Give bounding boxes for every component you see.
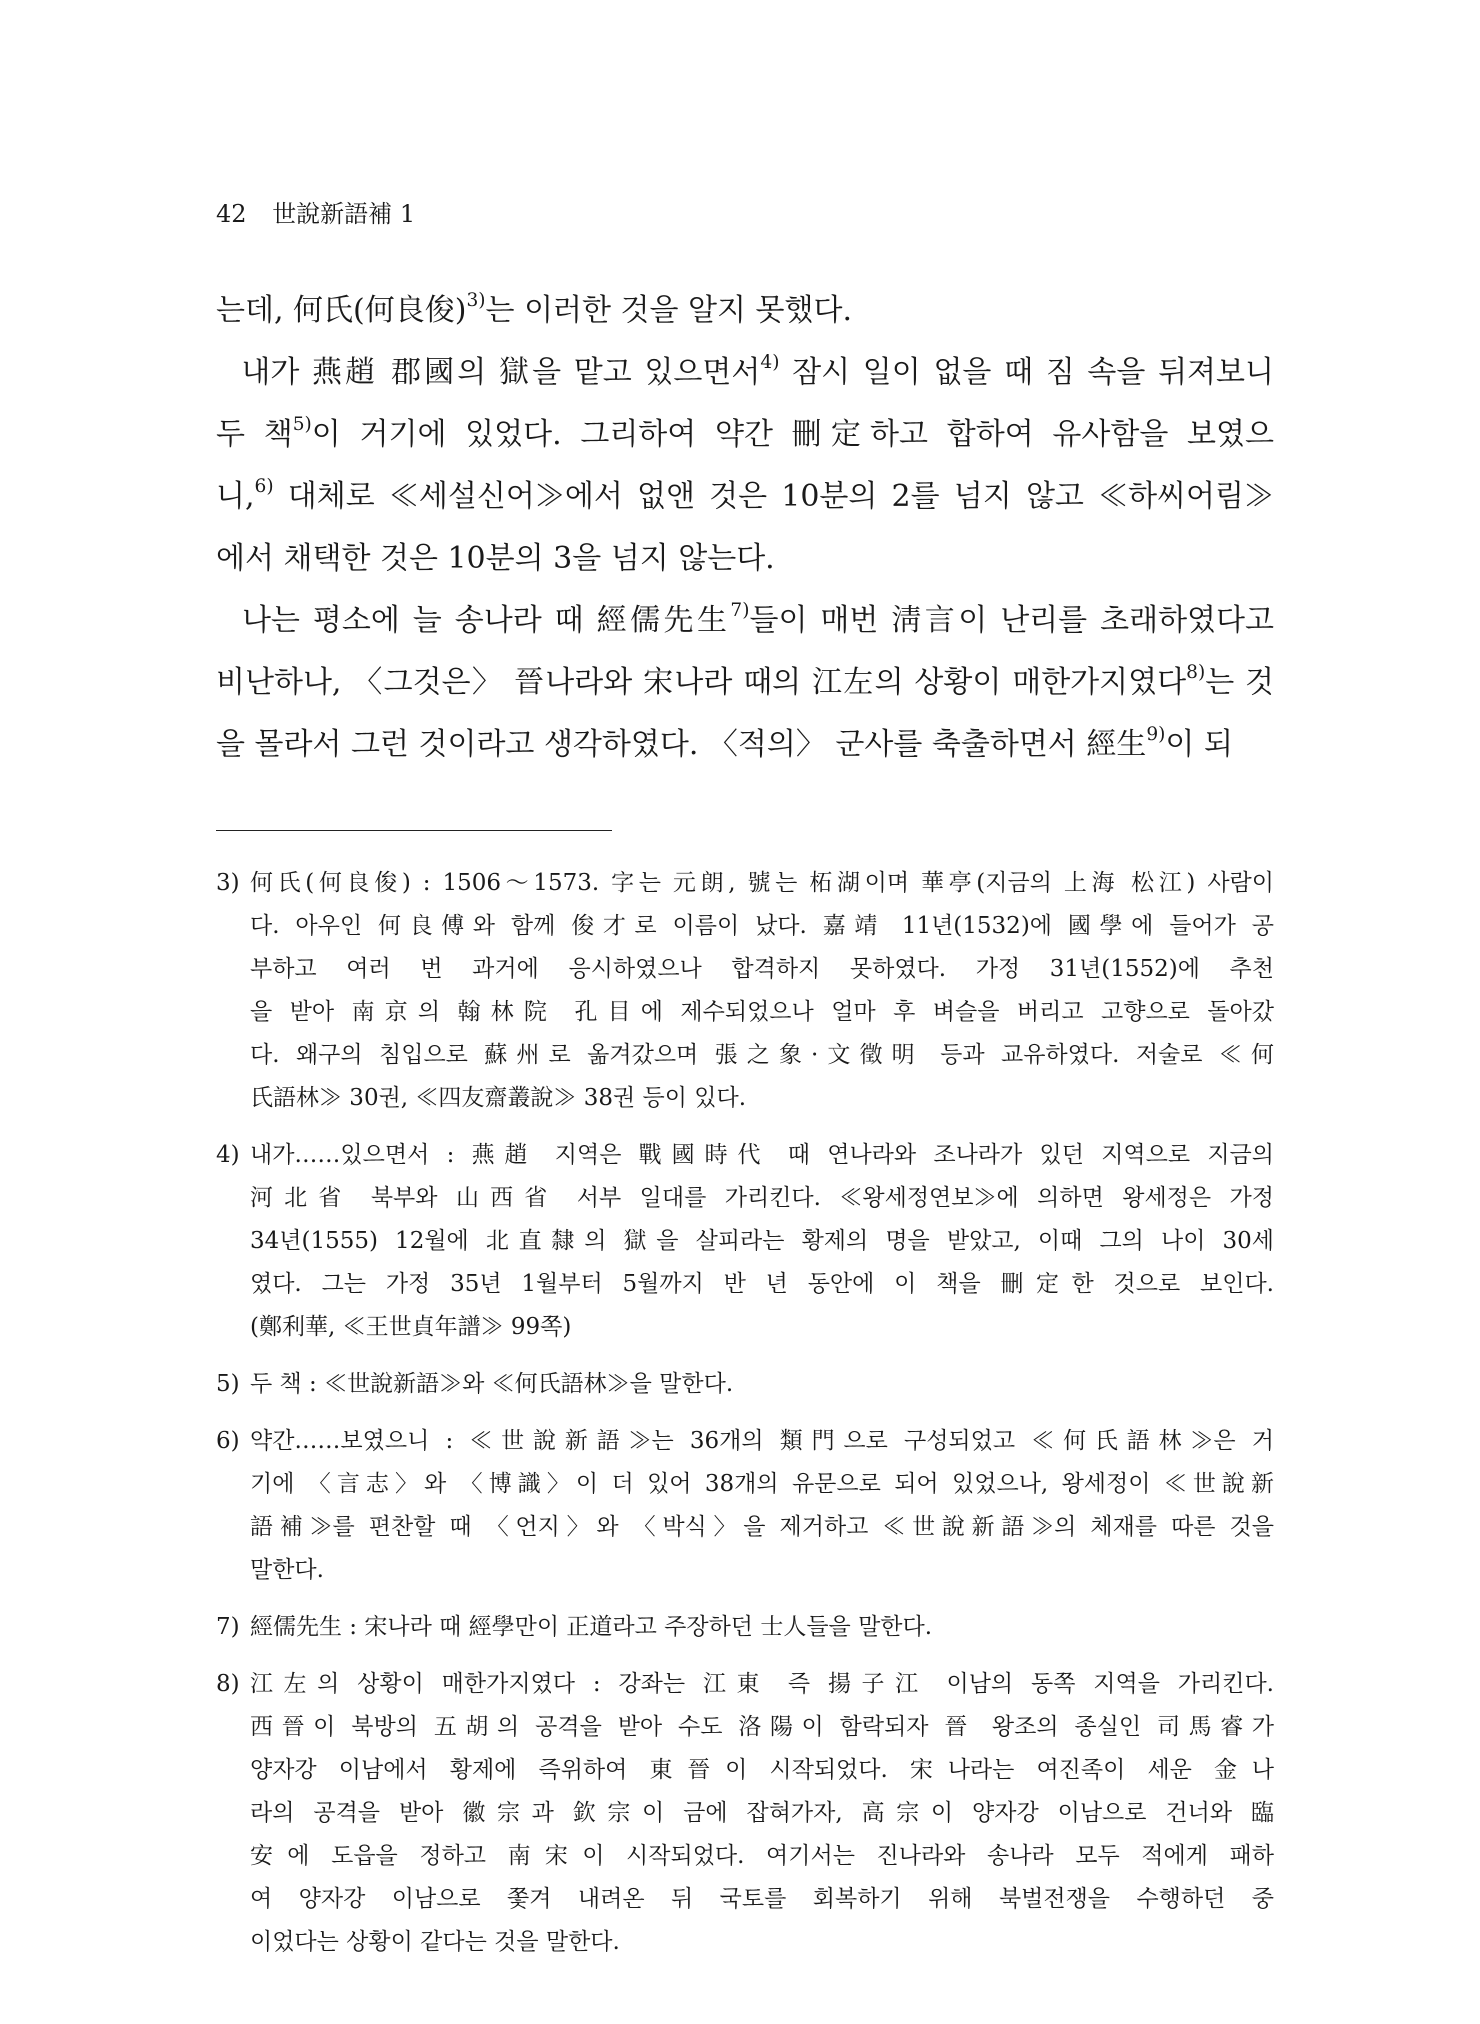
- footnotes: [216, 862, 1274, 1978]
- footnote-line: 내가……있으면서 : 燕趙 지역은 戰國時代 때 연나라와 조나라가 있던 지역으로 지금의: [250, 1142, 1274, 1168]
- footnote-line: 을 받아 南京의 翰林院 孔目에 제수되었으나 얼마 후 벼슬을 버리고 고향으로 돌아갔: [250, 999, 1274, 1025]
- footnote-line: 였다. 그는 가정 35년 1월부터 5월까지 반 년 동안에 이 책을 刪定한 것으로 보인다.: [250, 1271, 1274, 1297]
- body-line: 을 몰라서 그런 것이라고 생각하였다. 〈적의〉 군사를 축출하면서 經生$^{9)}$이 되: [216, 724, 1233, 762]
- footnote-line: 何氏(何良俊) : 1506～1573. 字는 元朗, 號는 柘湖이며 華亭(지금의 上海 松江) 사람이: [250, 870, 1274, 896]
- footnote-number: 4): [216, 1142, 240, 1168]
- footnote-line: 말한다.: [250, 1557, 324, 1583]
- footnote-line: (鄭利華, ≪王世貞年譜≫ 99쪽): [250, 1314, 572, 1340]
- footnote: [216, 1606, 1274, 1649]
- footnote-line: 安에 도읍을 정하고 南宋이 시작되었다. 여기서는 진나라와 송나라 모두 적에게 패하: [250, 1843, 1274, 1869]
- footnote-ref: 7): [730, 600, 750, 622]
- footnote-number: 5): [216, 1371, 240, 1397]
- footnote-ref: 8): [1186, 662, 1206, 684]
- footnote-line: 여 양자강 이남으로 쫓겨 내려온 뒤 국토를 회복하기 위해 북벌전쟁을 수행하던 중: [250, 1886, 1274, 1912]
- footnote-number: 6): [216, 1428, 240, 1454]
- footnote-ref: 9): [1146, 724, 1166, 746]
- footnote-line: 經儒先生 : 宋나라 때 經學만이 正道라고 주장하던 士人들을 말한다.: [250, 1614, 933, 1640]
- footnote-number: 7): [216, 1614, 240, 1640]
- book-title: 世說新語補 1: [272, 200, 416, 228]
- footnote-line: 氏語林≫ 30권, ≪四友齋叢說≫ 38권 등이 있다.: [250, 1085, 747, 1111]
- footnote-ref: 6): [254, 476, 274, 498]
- footnote-line: 기에 〈言志〉와 〈博識〉이 더 있어 38개의 유문으로 되어 있었으나, 왕세정이 ≪世說新: [250, 1471, 1274, 1497]
- footnote: [216, 1663, 1274, 1964]
- footnote-line: 이었다는 상황이 같다는 것을 말한다.: [250, 1929, 620, 1955]
- body-line: 니,$^{6)}$ 대체로 ≪세설신어≫에서 없앤 것은 10분의 2를 넘지 않고 ≪하씨어림≫: [216, 476, 1274, 514]
- page-number: 42: [216, 200, 247, 228]
- footnote-line: 西晉이 북방의 五胡의 공격을 받아 수도 洛陽이 함락되자 晉 왕조의 종실인 司馬睿가: [250, 1714, 1274, 1740]
- footnote-line: 다. 왜구의 침입으로 蘇州로 옮겨갔으며 張之象·文徵明 등과 교유하였다. 저술로 ≪何: [250, 1042, 1274, 1068]
- running-head: [216, 196, 415, 232]
- body-line: 는데, 何氏(何良俊)$^{3)}$는 이러한 것을 알지 못했다.: [216, 290, 853, 328]
- footnote-ref: 4): [760, 352, 780, 374]
- footnote-line: 양자강 이남에서 황제에 즉위하여 東晉이 시작되었다. 宋나라는 여진족이 세운 金나: [250, 1757, 1274, 1783]
- footnote-line: 부하고 여러 번 과거에 응시하였으나 합격하지 못하였다. 가정 31년(1552)에 추천: [250, 956, 1274, 982]
- footnote-line: 라의 공격을 받아 徽宗과 欽宗이 금에 잡혀가자, 高宗이 양자강 이남으로 건너와 臨: [250, 1800, 1274, 1826]
- footnote-line: 語補≫를 편찬할 때 〈언지〉와 〈박식〉을 제거하고 ≪世說新語≫의 체재를 따른 것을: [250, 1514, 1274, 1540]
- body-line: 두 책$^{5)}$이 거기에 있었다. 그리하여 약간 刪定하고 합하여 유사함을 보였으: [216, 414, 1274, 452]
- body-line: 내가 燕趙 郡國의 獄을 맡고 있으면서$^{4)}$ 잠시 일이 없을 때 짐 속을 뒤져보니: [241, 352, 1274, 390]
- footnote-line: 河北省 북부와 山西省 서부 일대를 가리킨다. ≪왕세정연보≫에 의하면 왕세정은 가정: [250, 1185, 1274, 1211]
- footnote: [216, 1363, 1274, 1406]
- footnote: [216, 1134, 1274, 1349]
- footnote-line: 34년(1555) 12월에 北直隸의 獄을 살피라는 황제의 명을 받았고, 이때 그의 나이 30세: [250, 1228, 1274, 1254]
- footnote: [216, 862, 1274, 1120]
- footnote-line: 江左의 상황이 매한가지였다 : 강좌는 江東 즉 揚子江 이남의 동쪽 지역을 가리킨다.: [250, 1671, 1274, 1697]
- footnote-line: 두 책 : ≪世說新語≫와 ≪何氏語林≫을 말한다.: [250, 1371, 734, 1397]
- footnote-line: 약간……보였으니 : ≪世說新語≫는 36개의 類門으로 구성되었고 ≪何氏語林≫은 거: [250, 1428, 1274, 1454]
- footnote-separator: [216, 830, 612, 831]
- main-text: [216, 280, 1274, 776]
- body-line: 비난하나, 〈그것은〉 晉나라와 宋나라 때의 江左의 상황이 매한가지였다$^{8)}$는 것: [216, 662, 1275, 700]
- footnote-line: 다. 아우인 何良傅와 함께 俊才로 이름이 났다. 嘉靖 11년(1532)에 國學에 들어가 공: [250, 913, 1274, 939]
- body-line: 에서 채택한 것은 10분의 3을 넘지 않는다.: [216, 541, 775, 576]
- footnote-ref: 3): [466, 290, 486, 312]
- body-line: 나는 평소에 늘 송나라 때 經儒先生$^{7)}$들이 매번 淸言이 난리를 초래하였다고: [241, 600, 1274, 638]
- footnote-number: 8): [216, 1671, 240, 1697]
- footnote: [216, 1420, 1274, 1592]
- footnote-number: 3): [216, 870, 240, 896]
- footnote-ref: 5): [292, 414, 312, 436]
